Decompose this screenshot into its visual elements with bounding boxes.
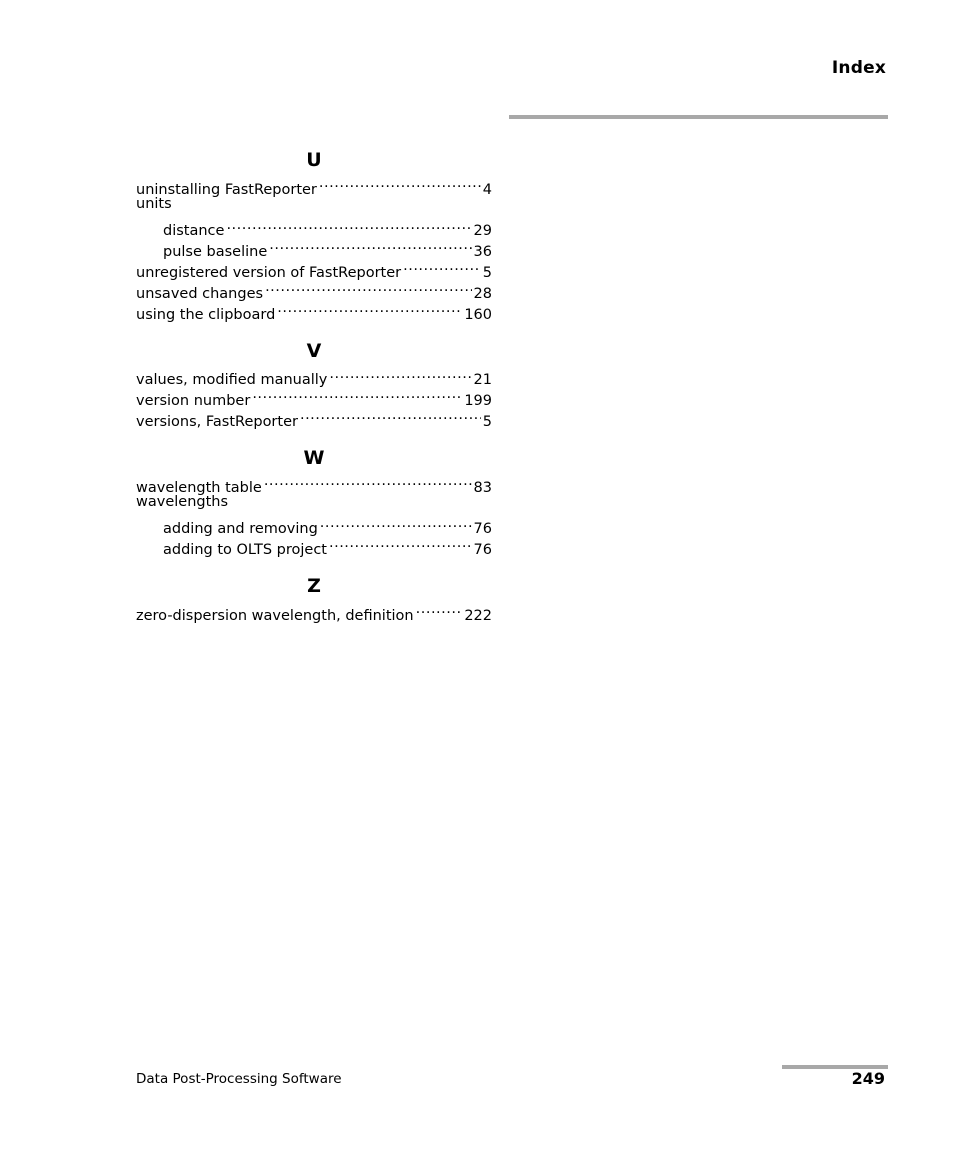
dot-leader: [300, 405, 481, 426]
entry-page-number: 76: [473, 542, 492, 559]
entry-term: wavelengths: [136, 493, 229, 510]
dot-leader: [416, 599, 463, 620]
entry-term: uninstalling FastReporter: [136, 181, 317, 198]
index-subentry: [136, 513, 492, 538]
entry-page-number: 76: [473, 521, 492, 538]
entry-page-number: 21: [473, 372, 492, 389]
entry-term: zero-dispersion wavelength, definition: [136, 607, 414, 624]
entry-page-number: 29: [473, 223, 492, 240]
section-letter: V: [306, 339, 322, 362]
entry-page-number: 199: [464, 393, 492, 410]
section-letter: W: [303, 446, 325, 469]
index-entry: [136, 173, 492, 198]
index-section: [136, 147, 492, 323]
index-entry: [136, 492, 492, 513]
entry-term: unsaved changes: [136, 285, 264, 302]
dot-leader: [320, 513, 472, 534]
entry-term: unregistered version of FastReporter: [136, 264, 402, 281]
entry-page-number: 83: [473, 479, 492, 496]
section-letter: U: [306, 149, 322, 171]
page-header-title: Index: [831, 58, 886, 78]
header-rule: [509, 115, 888, 119]
dot-leader: [277, 298, 462, 319]
entry-term: versions, FastReporter: [136, 413, 298, 430]
entry-page-number: 222: [464, 607, 492, 624]
entry-term: wavelength table: [136, 479, 262, 496]
index-section: [136, 338, 492, 430]
index-subentry: [136, 215, 492, 240]
footer-page-number: 249: [851, 1069, 885, 1088]
dot-leader: [403, 256, 481, 277]
entry-page-number: 4: [482, 181, 492, 198]
dot-leader: [264, 471, 472, 492]
index-section: [136, 445, 492, 559]
dot-leader: [269, 235, 471, 256]
dot-leader: [252, 384, 462, 405]
entry-term: distance: [163, 223, 225, 240]
entry-term: pulse baseline: [163, 244, 268, 261]
index-entry: [136, 599, 492, 624]
entry-page-number: 36: [473, 244, 492, 261]
dot-leader: [226, 215, 471, 236]
entry-page-number: 5: [482, 264, 492, 281]
index-section: [136, 573, 492, 624]
entry-term: units: [136, 195, 172, 212]
dot-leader: [329, 364, 471, 385]
entry-term: values, modified manually: [136, 372, 328, 389]
entry-term: adding to OLTS project: [163, 542, 327, 559]
entry-page-number: 160: [464, 306, 492, 323]
entry-page-number: 28: [473, 285, 492, 302]
index-column: [136, 147, 492, 639]
index-entry: [136, 471, 492, 496]
entry-term: using the clipboard: [136, 306, 276, 323]
dot-leader: [329, 533, 472, 554]
section-letter: Z: [307, 575, 321, 598]
index-entry: [136, 364, 492, 389]
entry-term: adding and removing: [163, 521, 318, 538]
entry-page-number: 5: [482, 413, 492, 430]
dot-leader: [319, 173, 481, 194]
dot-leader: [265, 277, 471, 298]
footer-document-title: Data Post-Processing Software: [136, 1071, 342, 1087]
entry-term: version number: [136, 393, 251, 410]
